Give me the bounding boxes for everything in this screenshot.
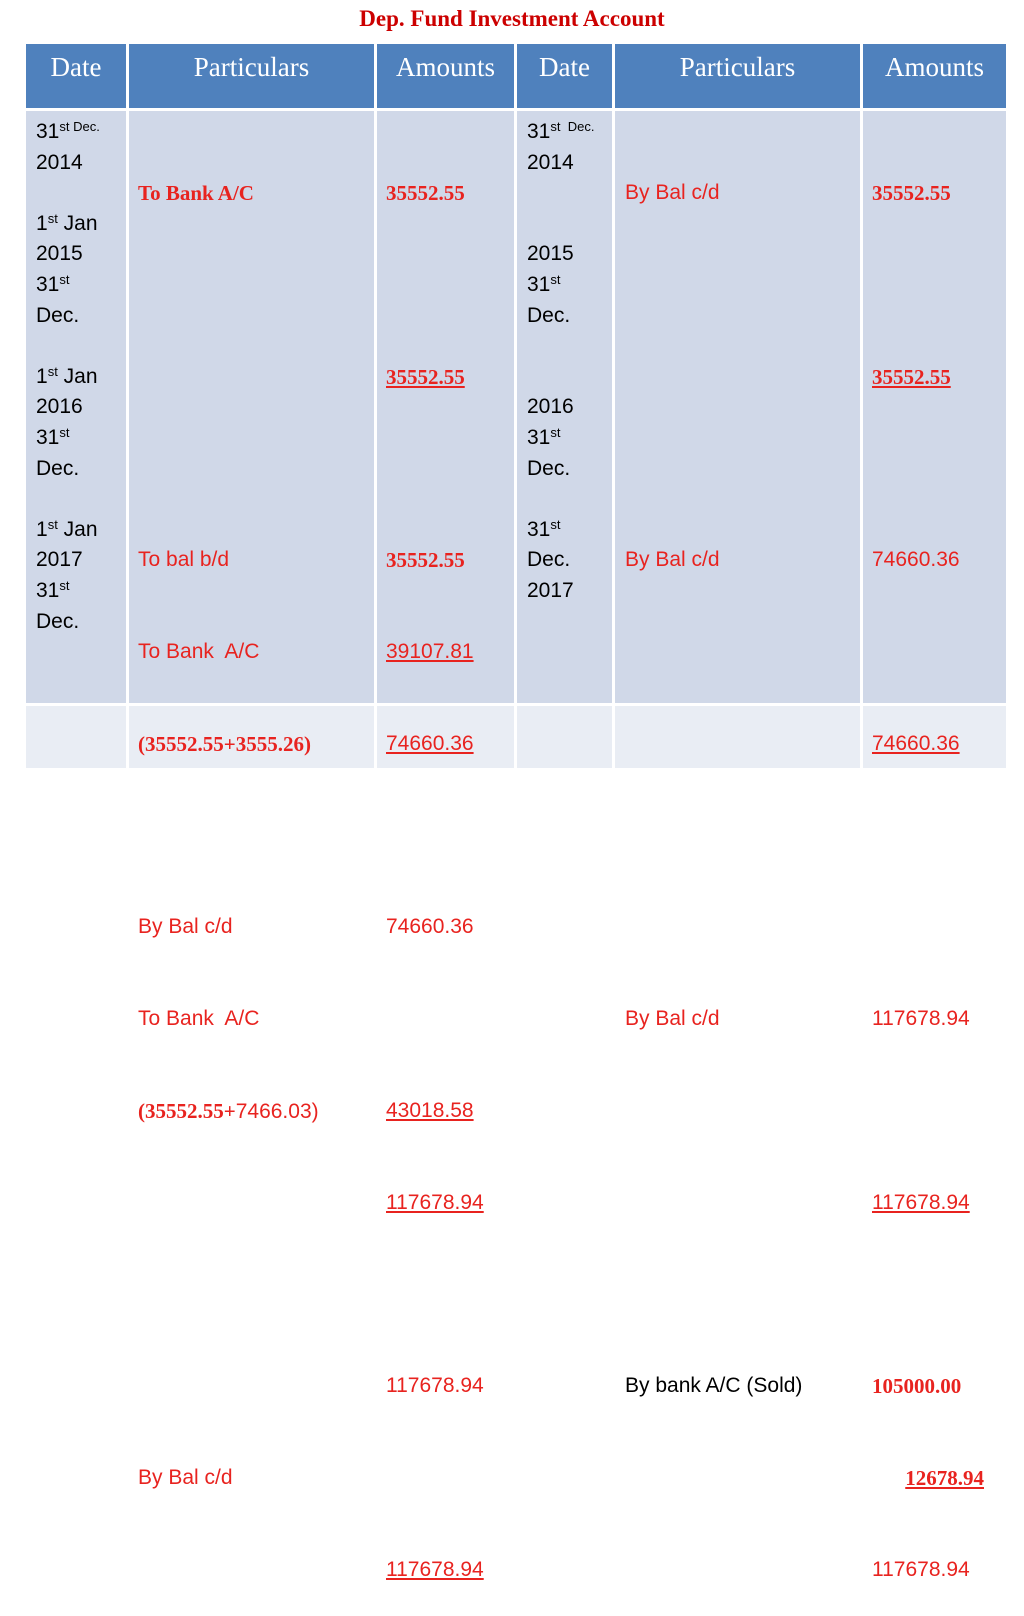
amount: 117678.94 <box>872 1007 970 1031</box>
date-line: 2014 <box>527 150 574 174</box>
date-line: 31st <box>36 577 70 602</box>
date-line: Dec. <box>36 609 80 633</box>
date-line <box>36 484 100 515</box>
right-date-column <box>527 117 594 607</box>
date-line: 31st <box>527 424 561 449</box>
left-date-column <box>36 117 100 637</box>
amount-total: 74660.36 <box>872 731 960 755</box>
header-amounts-right: Amounts <box>863 44 1006 108</box>
date-line: 2015 <box>527 242 574 266</box>
particular-by-bal-cd: By Bal c/d <box>625 181 720 205</box>
date-line <box>36 178 100 209</box>
date-line: 31st <box>36 271 70 296</box>
amount-loss: 12678.94 <box>905 1466 984 1491</box>
left-amounts-column <box>386 117 484 1616</box>
date-line: 1st Jan <box>36 210 98 235</box>
date-line: Dec. <box>527 456 571 480</box>
date-line: 1st Jan <box>36 363 98 388</box>
date-line: 31st <box>527 271 561 296</box>
header-amounts-left: Amounts <box>377 44 514 108</box>
particular-to-bank: To Bank A/C <box>138 1007 260 1031</box>
date-line: 2015 <box>36 242 83 266</box>
date-line: 2017 <box>36 548 83 572</box>
empty-row-cell <box>26 706 126 768</box>
amount: 35552.55 <box>872 181 951 206</box>
date-line: Dec. <box>527 303 571 327</box>
particular-to-bank: To Bank A/C <box>138 640 260 664</box>
left-particulars-column <box>138 117 319 1524</box>
date-line: Dec. <box>36 456 80 480</box>
amount-total: 117678.94 <box>872 1190 970 1214</box>
amount-total: 35552.55 <box>386 364 465 389</box>
amount: 39107.81 <box>386 640 474 664</box>
date-line <box>527 484 594 515</box>
date-line <box>36 331 100 362</box>
amount-total: 74660.36 <box>386 731 474 755</box>
particular-by-bal-cd: By Bal c/d <box>138 915 233 939</box>
date-line: 2016 <box>36 395 83 419</box>
date-line: 2017 <box>527 578 574 602</box>
particular-by-bal-cd: By Bal c/d <box>625 1007 720 1031</box>
amount-total: 117678.94 <box>386 1190 484 1214</box>
amount: 74660.36 <box>872 548 960 572</box>
page-title: Dep. Fund Investment Account <box>359 6 665 31</box>
header-particulars-left: Particulars <box>129 44 374 108</box>
date-line: 31st <box>527 516 561 541</box>
date-line: 2016 <box>527 395 574 419</box>
amount: 117678.94 <box>386 1374 484 1398</box>
date-line <box>527 331 594 362</box>
particular-by-bal-cd: By Bal c/d <box>625 548 720 572</box>
date-line: Dec. <box>36 303 80 327</box>
date-line <box>527 178 594 209</box>
right-amounts-column <box>872 117 984 1616</box>
amount-total: 117678.94 <box>872 1557 970 1581</box>
date-line: $31^{st Dec.}$ <box>36 119 100 143</box>
date-line: 1st Jan <box>36 516 98 541</box>
particular-calculation: (35552.55+7466.03) <box>138 1099 319 1123</box>
particular-calculation: (35552.55+3555.26) <box>138 731 311 756</box>
particular-to-bank: To Bank A/C <box>138 181 254 206</box>
date-line: $31^{st Dec.}$ <box>527 119 595 143</box>
date-line <box>527 209 594 240</box>
empty-row-cell <box>517 706 612 768</box>
amount: 74660.36 <box>386 915 474 939</box>
right-particulars-column <box>625 117 802 1433</box>
amount: 35552.55 <box>386 181 465 206</box>
amount-total: 117678.94 <box>386 1557 484 1581</box>
amount-sold: 105000.00 <box>872 1374 962 1399</box>
particular-to-bal-bd: To bal b/d <box>138 548 230 572</box>
particular-by-bal-cd: By Bal c/d <box>138 1466 233 1490</box>
date-line: 31st <box>36 424 70 449</box>
date-line: Dec. <box>527 548 571 572</box>
amount: 43018.58 <box>386 1099 474 1122</box>
particular-by-bank-sold: By bank A/C (Sold) <box>625 1374 803 1398</box>
amount: 35552.55 <box>386 548 465 573</box>
amount-total: 35552.55 <box>872 364 951 389</box>
header-particulars-right: Particulars <box>615 44 860 108</box>
header-date-right: Date <box>517 44 612 108</box>
header-date-left: Date <box>26 44 126 108</box>
date-line <box>527 362 594 393</box>
date-line: 2014 <box>36 150 83 174</box>
